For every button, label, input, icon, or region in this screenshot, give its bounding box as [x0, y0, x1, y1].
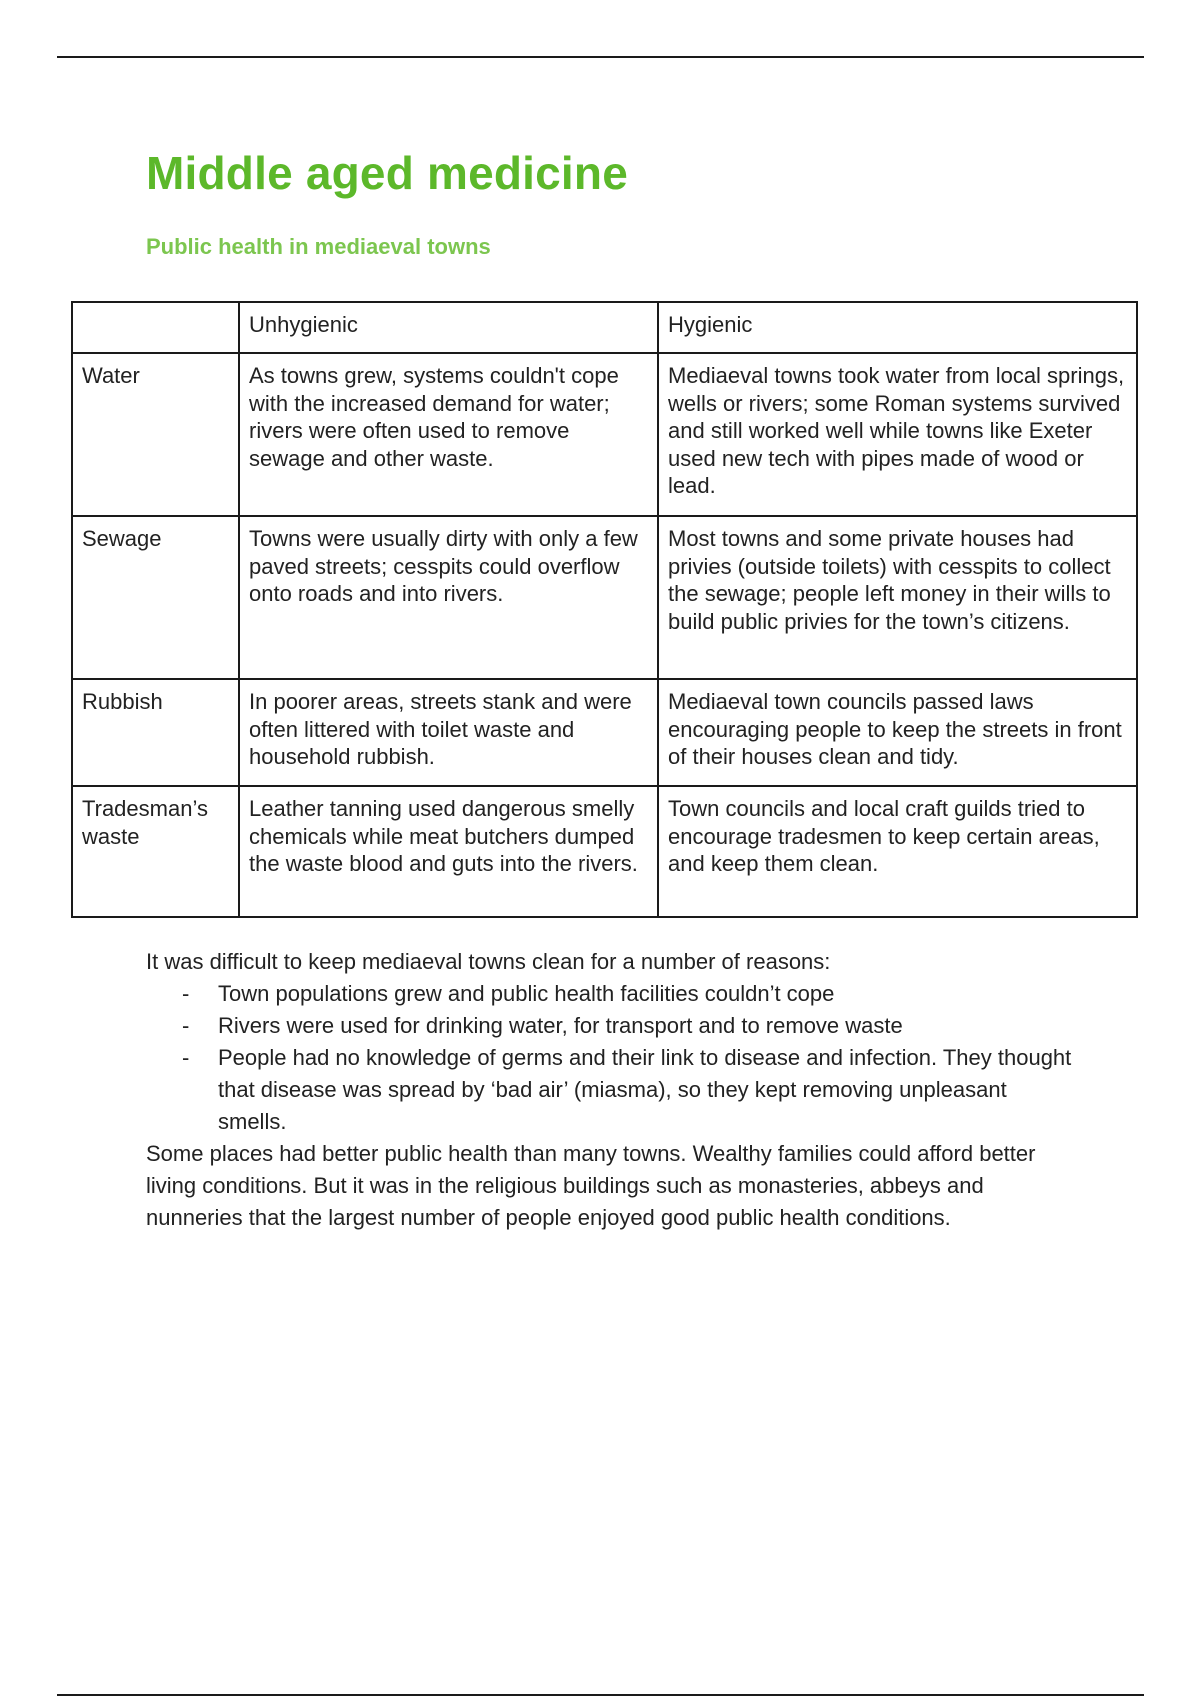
table-row-tradesmans-waste: [72, 786, 1137, 917]
row-unhygienic: As towns grew, systems couldn't cope with the increased demand for water; rivers were often used to remove sewage and other waste.: [239, 353, 658, 516]
header-cell-unhygienic: Unhygienic: [239, 302, 658, 353]
row-unhygienic: Leather tanning used dangerous smelly chemicals while meat butchers dumped the waste blood and guts into the rivers.: [239, 786, 658, 917]
page-title: Middle aged medicine: [146, 147, 628, 199]
row-hygienic: Town councils and local craft guilds tried to encourage tradesmen to keep certain areas, and keep them clean.: [658, 786, 1137, 917]
list-item-text: Town populations grew and public health facilities couldn’t cope: [218, 981, 835, 1006]
list-item-text: People had no knowledge of germs and their link to disease and infection. They thought that disease was spread by ‘bad air’ (miasma), so they kept removing unpleasant smells.: [218, 1045, 1072, 1134]
list-item: [146, 978, 1076, 1010]
closing-paragraph: Some places had better public health than many towns. Wealthy families could afford better living conditions. But it was in the religious buildings such as monasteries, abbeys and nunneries that the largest number of people enjoyed good public health conditions.: [146, 1141, 1036, 1230]
table-row-rubbish: [72, 679, 1137, 786]
page-subtitle: Public health in mediaeval towns: [146, 234, 491, 259]
row-unhygienic: Towns were usually dirty with only a few paved streets; cesspits could overflow onto roads and into rivers.: [239, 516, 658, 679]
public-health-table: [71, 301, 1138, 918]
row-category: Rubbish: [72, 679, 239, 786]
header-rule: [57, 56, 1144, 58]
table-row-sewage: [72, 516, 1137, 679]
list-item: [146, 1042, 1076, 1138]
row-category: Tradesman’s waste: [72, 786, 239, 917]
header-cell-empty: [72, 302, 239, 353]
reasons-list: [146, 978, 1076, 1138]
row-category: Water: [72, 353, 239, 516]
list-item-text: Rivers were used for drinking water, for transport and to remove waste: [218, 1013, 903, 1038]
table-row-water: [72, 353, 1137, 516]
bullet-dash: -: [182, 1013, 190, 1038]
header-cell-hygienic: Hygienic: [658, 302, 1137, 353]
intro-paragraph: It was difficult to keep mediaeval towns clean for a number of reasons:: [146, 949, 831, 974]
bullet-dash: -: [182, 981, 190, 1006]
table-header-row: [72, 302, 1137, 353]
row-hygienic: Mediaeval towns took water from local springs, wells or rivers; some Roman systems survived and still worked well while towns like Exeter used new tech with pipes made of wood or lead.: [658, 353, 1137, 516]
bullet-dash: -: [182, 1045, 190, 1070]
list-item: [146, 1010, 1076, 1042]
body-text: [146, 946, 1076, 1234]
row-category: Sewage: [72, 516, 239, 679]
row-unhygienic: In poorer areas, streets stank and were often littered with toilet waste and household rubbish.: [239, 679, 658, 786]
footer-rule: [57, 1694, 1144, 1696]
row-hygienic: Mediaeval town councils passed laws encouraging people to keep the streets in front of their houses clean and tidy.: [658, 679, 1137, 786]
row-hygienic: Most towns and some private houses had privies (outside toilets) with cesspits to collect the sewage; people left money in their wills to build public privies for the town’s citizens.: [658, 516, 1137, 679]
